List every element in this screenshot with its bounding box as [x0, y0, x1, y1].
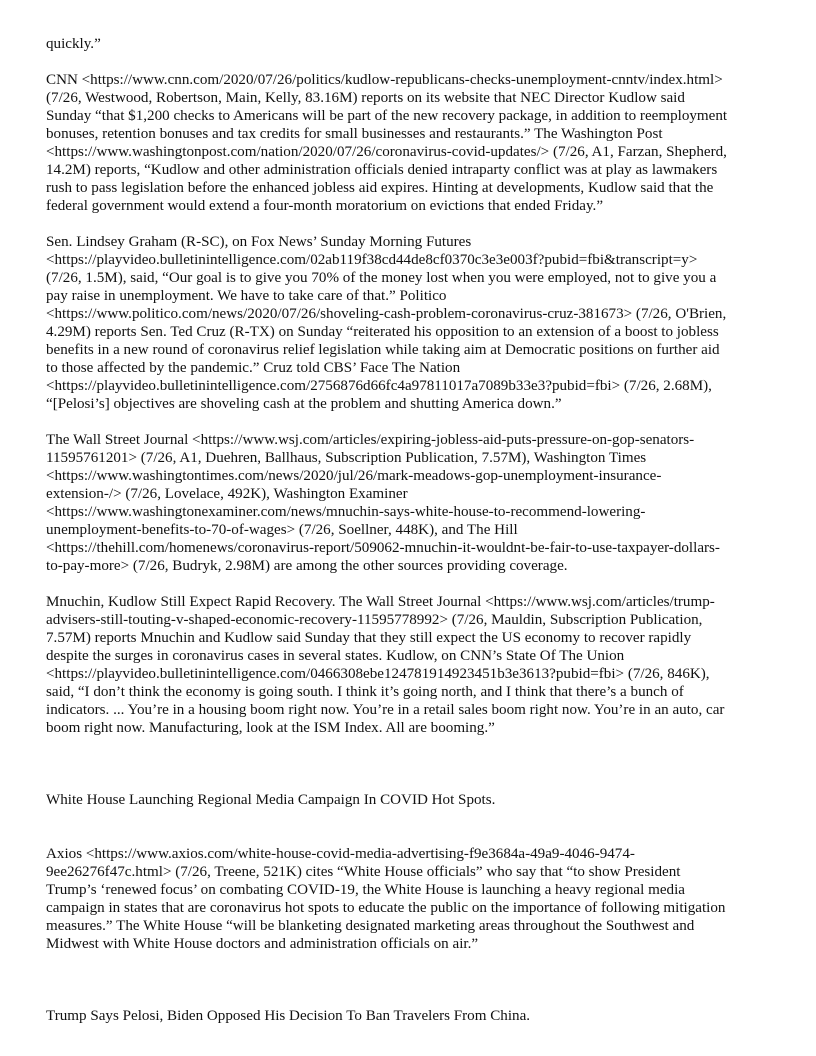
text-line: bonuses, retention bonuses and tax credits for small businesses and restaurants.” The Washington Post [46, 126, 663, 142]
text-line: rush to pass legislation before the enhanced jobless aid expires. Hinting at developments, Kudlow said that the [46, 180, 714, 196]
text-line: extension-/> (7/26, Lovelace, 492K), Washington Examiner [46, 486, 408, 502]
section-spacer [46, 971, 772, 1007]
paragraph-graham-cruz [46, 233, 772, 413]
text-line: Sen. Lindsey Graham (R-SC), on Fox News’ Sunday Morning Futures [46, 234, 472, 250]
headline-text: Trump Says Pelosi, Biden Opposed His Decision To Ban Travelers From China. [46, 1008, 531, 1024]
text-line: <https://playvideo.bulletinintelligence.com/02ab119f38cd44de8cf0370c3e3e003f?pubid=fbi&transcript=y> [46, 252, 698, 268]
text-line: (7/26, Westwood, Robertson, Main, Kelly, 83.16M) reports on its website that NEC Director Kudlow said [46, 90, 685, 106]
text-line: despite the surges in coronavirus cases in several states. Kudlow, on CNN’s State Of The Union [46, 648, 625, 664]
text-line: quickly.” [46, 36, 101, 52]
text-line: campaign in states that are coronavirus hot spots to educate the public on the importance of following mitigation [46, 900, 726, 916]
text-line: said, “I don’t think the economy is going south. I think it’s going north, and I think that there’s a bunch of [46, 684, 684, 700]
text-line: 4.29M) reports Sen. Ted Cruz (R-TX) on Sunday “reiterated his opposition to an extension of a boost to jobless [46, 324, 719, 340]
text-line: 14.2M) reports, “Kudlow and other administration officials denied intraparty conflict was at play as lawmakers [46, 162, 718, 178]
text-line: 7.57M) reports Mnuchin and Kudlow said Sunday that they still expect the US economy to recover rapidly [46, 630, 692, 646]
text-line: <https://thehill.com/homenews/coronavirus-report/509062-mnuchin-it-wouldnt-be-fair-to-use-taxpayer-dollars- [46, 540, 720, 556]
text-line: unemployment-benefits-to-70-of-wages> (7/26, Soellner, 448K), and The Hill [46, 522, 518, 538]
text-line: boom right now. Manufacturing, look at the ISM Index. All are booming.” [46, 720, 495, 736]
text-line: (7/26, 1.5M), said, “Our goal is to give you 70% of the money lost when you were employed, not to give you a [46, 270, 717, 286]
text-line: advisers-still-touting-v-shaped-economic-recovery-11595778992> (7/26, Mauldin, Subscription Publication, [46, 612, 703, 628]
text-line: <https://www.politico.com/news/2020/07/26/shoveling-cash-problem-coronavirus-cruz-381673> (7/26, O'Brien, [46, 306, 727, 322]
text-line: Sunday “that $1,200 checks to Americans will be part of the new recovery package, in addition to reemployment [46, 108, 728, 124]
text-line: <https://www.washingtonpost.com/nation/2020/07/26/coronavirus-covid-updates/> (7/26, A1, Farzan, Shepherd, [46, 144, 727, 160]
text-line: <https://playvideo.bulletinintelligence.com/0466308ebe124781914923451b3e3613?pubid=fbi> (7/26, 846K), [46, 666, 710, 682]
text-line: Trump’s ‘renewed focus’ on combating COVID-19, the White House is launching a heavy regional media [46, 882, 685, 898]
text-line: 11595761201> (7/26, A1, Duehren, Ballhaus, Subscription Publication, 7.57M), Washington Times [46, 450, 647, 466]
text-line: indicators. ... You’re in a housing boom right now. You’re in a retail sales boom right now. You’re in an auto, car [46, 702, 725, 718]
text-line: Axios <https://www.axios.com/white-house-covid-media-advertising-f9e3684a-49a9-4046-9474- [46, 846, 635, 862]
section-headline-media-campaign [46, 791, 772, 809]
section-headline-travel-ban [46, 1007, 772, 1025]
section-spacer [46, 809, 772, 845]
text-line: <https://playvideo.bulletinintelligence.com/2756876d66fc4a97811017a7089b33e3?pubid=fbi> (7/26, 2.68M), [46, 378, 712, 394]
text-line: <https://www.washingtonexaminer.com/news/mnuchin-says-white-house-to-recommend-lowering- [46, 504, 646, 520]
document-page [46, 35, 772, 1025]
paragraph-axios [46, 845, 772, 953]
text-line: federal government would extend a four-month moratorium on evictions that ended Friday.” [46, 198, 604, 214]
text-line: “[Pelosi’s] objectives are shoveling cash at the problem and shutting America down.” [46, 396, 562, 412]
headline-text: White House Launching Regional Media Campaign In COVID Hot Spots. [46, 792, 496, 808]
text-line: pay raise in unemployment. We have to take care of that.” Politico [46, 288, 447, 304]
text-line: The Wall Street Journal <https://www.wsj.com/articles/expiring-jobless-aid-puts-pressure-on-gop-senators- [46, 432, 695, 448]
text-line: measures.” The White House “will be blanketing designated marketing areas throughout the Southwest and [46, 918, 695, 934]
paragraph-cnn-kudlow [46, 71, 772, 215]
text-line: Midwest with White House doctors and administration officials on air.” [46, 936, 479, 952]
text-line: Mnuchin, Kudlow Still Expect Rapid Recovery. The Wall Street Journal <https://www.wsj.com/articles/trump- [46, 594, 715, 610]
section-spacer [46, 755, 772, 791]
text-line: <https://www.washingtontimes.com/news/2020/jul/26/mark-meadows-gop-unemployment-insurance- [46, 468, 662, 484]
text-line: CNN <https://www.cnn.com/2020/07/26/politics/kudlow-republicans-checks-unemployment-cnntv/index.html> [46, 72, 723, 88]
text-line: 9ee26276f47c.html> (7/26, Treene, 521K) cites “White House officials” who say that “to show President [46, 864, 681, 880]
text-line: to those affected by the pandemic.” Cruz told CBS’ Face The Nation [46, 360, 461, 376]
paragraph-rapid-recovery [46, 593, 772, 737]
paragraph-other-sources [46, 431, 772, 575]
paragraph-continuation [46, 35, 772, 53]
text-line: to-pay-more> (7/26, Budryk, 2.98M) are among the other sources providing coverage. [46, 558, 568, 574]
text-line: benefits in a new round of coronavirus relief legislation while taking aim at Democratic positions on further aid [46, 342, 720, 358]
